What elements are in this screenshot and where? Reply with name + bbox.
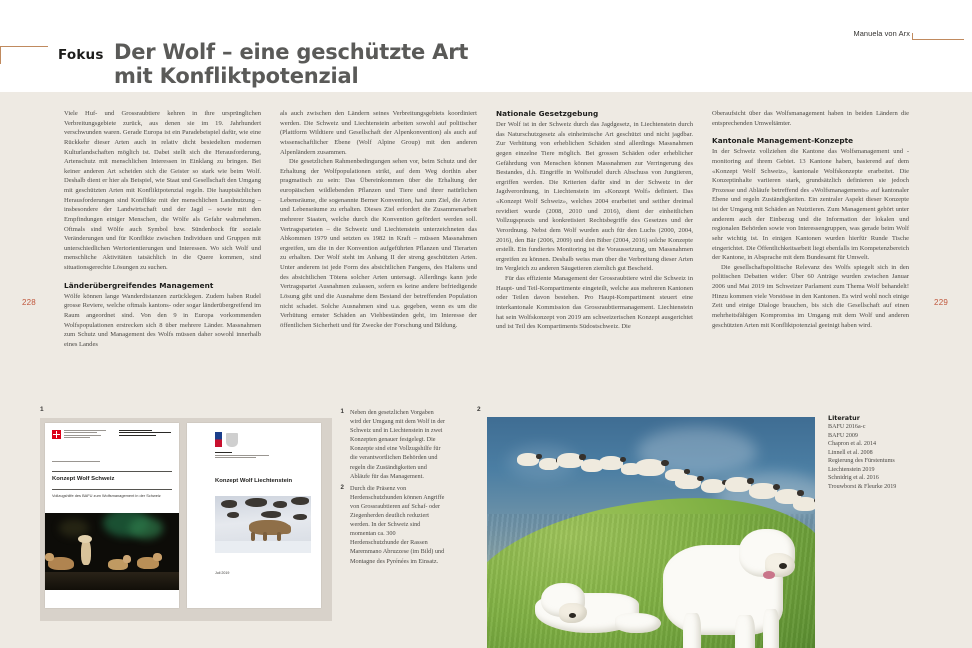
guard-dogs-with-sheep-photo (487, 417, 815, 648)
paragraph: Die gesellschaftspolitische Relevanz des Wolfs spiegelt sich in den politischen Debatten wider: Über 60 Anträge wurden zwischen Januar 2006 und Mai 2019 im Schweizer Parlament zum Thema Wolf behandelt! Hinzu kommen viele Vorstösse in den Kantonen. Es wird wohl noch einige Zeit und einige Dialoge brauchen, bis sich die Gesellschaft auf einen mehrheitsfähigen Kompromiss im Umgang mit dem Wolf und anderen geschützten Arten mit Konfliktpotenzial geeinigt haben wird. (712, 263, 909, 329)
paragraph: als auch zwischen den Ländern seines Verbreitungsgebiets koordiniert werden. Die Schweiz und Liechtenstein arbeiten sowohl auf politischer (Plattform Wildtiere und Gesellschaft der Alpenkonvention) als auch auf wissenschaftlicher Ebene (Wolf Alpine Group) mit den anderen Alpenländern zusammen. (280, 110, 477, 156)
page-number-right: 229 (934, 298, 948, 307)
night-wolves-photo (45, 513, 179, 590)
paragraph: Für das effiziente Management der Grossraubtiere wird die Schweiz in Haupt- und Teil-Kompartimente eingeteilt, welche aus mehreren Kantonen oder Teilen davon bestehen. Pro Haupt-Kompartiment steuert eine interkantonale Kommission das Grossraubtiermanagement. Liechtenstein hat sein Wolfskonzept von 2019 am schweizerischen Konzept ausgerichtet und ist Teil des Kompartiments Südostschweiz. Die (496, 275, 693, 331)
author-name: Manuela von Arx (853, 29, 910, 38)
figure-1-concept-covers (40, 408, 332, 634)
author-rule (912, 39, 964, 40)
figure-2-guard-dogs (455, 408, 815, 648)
note-text-line (52, 461, 100, 463)
crest-icon (226, 433, 238, 447)
literature-entry: Trouwborst & Fleurke 2019 (828, 483, 897, 490)
figure-caption-block (338, 408, 446, 569)
cover-title-li: Konzept Wolf Liechtenstein (215, 478, 293, 484)
cover-subtitle-ch: Vollzugshilfe des BAFU zum Wolfsmanagement in der Schweiz (52, 493, 161, 498)
covers-container (40, 418, 332, 621)
dept-text-lines (64, 430, 106, 440)
paragraph: Der Wolf ist in der Schweiz durch das Jagdgesetz, in Liechtenstein durch das Naturschutzgesetz als einheimische Art geschützt und nicht jagdbar. Zur Verhütung von erheblichen Schäden sind allerdings Massnahmen gegen einzelne Tiere möglich. Bei grossen Schäden oder erheblicher Gefährdung von Menschen können Massnahmen zur Verringerung des Bestandes, d.h. Eingriffe in Wolfsrudel durch Abschuss von Jungtieren, ergriffen werden. Die Kriterien dafür sind in der Schweiz in der Jagdverordnung, in Liechtenstein im «Konzept Wolf» definiert. Das «Konzept Wolf Schweiz», welches 2004 erarbeitet und seither dreimal revidiert wurde (2008, 2010 und 2016), dient der einheitlichen Vollzugspraxis und konkretisiert Rechtsbegriffe des Gesetzes und der Verordnung. Nebst dem Wolf wurden auch für den Luchs (2000, 2004, 2016), den Bär (2006, 2009) und den Biber (2004, 2016) solche Konzepte erstellt. Ein fundiertes Monitoring ist die Voraussetzung, um Massnahmen ergreifen zu können. Deshalb weiss man über die Verbreitung dieser Arten im Vergleich zu anderen Säugetieren ziemlich gut Bescheid. (496, 121, 693, 273)
page-body (0, 92, 972, 648)
literature-entry: Liechtenstein 2019 (828, 466, 875, 473)
paragraph: In der Schweiz vollziehen die Kantone das Wolfsmanagement und -monitoring auf ihrem Gebiet. 13 Kantone haben, basierend auf dem «Konzept Wolf Schweiz», kantonale Wolfskonzepte erarbeitet. Die Konzeptinhalte variieren stark, grundsätzlich definieren sie jedoch Prozesse und Abläufe betreffend des «Wolfsmanagements» auf kantonaler Ebene und regeln Zuständigkeiten. Ein zentraler Aspekt dieser Konzepte ist der Umgang mit Schäden an Nutztieren. Zum Management gehört unter anderem auch der Einbezug und die Information der lokalen und regionalen Behörden sowie von Interessengruppen, was gerade beim Wolf sehr wichtig ist. In einigen Kantonen wurden hierfür Runde Tische eingerichtet. Die Öffentlichkeitsarbeit liegt ebenfalls im Kompetenzbereich der Kantone, in Absprache mit dem Bundesamt für Umwelt. (712, 148, 909, 262)
text-column-1 (64, 109, 261, 409)
page-number-left: 228 (22, 298, 36, 307)
page-title (114, 40, 634, 88)
page-header (0, 0, 972, 92)
literature-heading: Literatur (828, 414, 860, 422)
wolf-in-snow-photo (215, 496, 311, 553)
liechtenstein-flag-icon (215, 432, 222, 447)
caption-number: 1 (340, 408, 344, 416)
cover-rule-bottom (52, 489, 172, 490)
page-title-line-1: Der Wolf – eine geschützte Art (114, 40, 469, 64)
literature-entry: Schnidrig et al. 2016 (828, 475, 879, 481)
figure-1-number: 1 (40, 406, 44, 413)
swiss-cross-icon (52, 430, 61, 439)
cover-title-ch: Konzept Wolf Schweiz (52, 476, 115, 482)
caption-item (338, 484, 446, 566)
literature-entry: BAFU 2009 (828, 432, 858, 439)
literature-entry: Linnell et al. 2008 (828, 449, 873, 456)
corner-bracket-decoration (0, 46, 48, 64)
subheading-nationale-gesetzgebung: Nationale Gesetzgebung (496, 109, 599, 118)
swiss-confederation-logo (52, 430, 108, 444)
caption-item (338, 408, 446, 481)
cover-konzept-wolf-liechtenstein (187, 423, 321, 608)
text-columns (64, 109, 916, 409)
text-column-3 (496, 109, 693, 409)
paragraph: Viele Huf- und Grossraubtiere kehren in ihre ursprünglichen Verbreitungsgebiete zurück, aus denen sie im 19. Jahrhundert verschwunden waren. Gerade Europa ist ein Paradebeispiel dafür, wie eine Rückkehr dieser Arten auch in relativ dicht besiedelten modernen Kulturlandschaften möglich ist. Dabei stellt sich die Herausforderung, Artenschutz mit menschlichen Interessen in Einklang zu bringen. Bei keiner anderen Art scheiden sich die Geister so stark wie beim Wolf. Deshalb dient er hier als Beispiel, wie Staat und Gesellschaft den Umgang mit geschützten Arten mit Konfliktpotenzial regeln. Die hauptsächlichen Herausforderungen sind Konflikte mit der menschlichen Landnutzung – insbesondere der Landwirtschaft und der Jagd – sowie mit den Empfindungen einiger Menschen, die Wölfe als Gefahr wahrnehmen. Oftmals sind Wölfe auch Symbol bzw. Sündenbock für soziale Veränderungen und für Konflikte zwischen Individuen und Gruppen mit unterschiedlichen Wertorientierungen und Interessen. Wo sich Wolf und menschliche Aktivitäten tatsächlich in die Quere kommen, sind situationsgerechte Lösungen zu suchen. (64, 110, 261, 271)
cover-konzept-wolf-schweiz (45, 423, 179, 608)
org-text-lines (215, 452, 269, 460)
text-column-2 (280, 109, 477, 409)
caption-number: 2 (340, 484, 344, 492)
literature-list (828, 423, 940, 491)
paragraph: Wölfe können lange Wanderdistanzen zurücklegen. Zudem haben Rudel grosse Reviere, welche oftmals kantons- oder sogar länderübergreifend im Raum angeordnet sind. Von den 9 in Europa vorkommenden Wolfspopulationen erstrecken sich 8 über mehrere Länder. Massnahmen zum Schutz und Management des Wolfs müssen daher sowohl innerhalb eines Landes (64, 292, 261, 348)
subheading-kantonale-management-konzepte: Kantonale Management-Konzepte (712, 136, 854, 146)
cover-rule-top (52, 471, 172, 472)
literature-entry: BAFU 2016a-c (828, 424, 866, 430)
figure-2-number: 2 (477, 406, 481, 413)
liechtenstein-coat-of-arms (215, 432, 245, 448)
paragraph: Die gesetzlichen Rahmenbedingungen sehen vor, beim Schutz und der Erhaltung der Wolfpopulationen strikt, auf dem Weg dorthin aber pragmatisch zu sein: Das Übereinkommen über die Erhaltung der europäischen wildlebenden Pflanzen und Tiere und ihrer natürlichen Lebensräume, die sogenannte Berner Konvention, hat zum Ziel, die Arten und Lebensräume zu erhalten. Dieses Ziel erfordert die Zusammenarbeit mehrerer Staaten, welche durch die Konvention gefördert werden soll. Vertragsparteien – die Schweiz und Liechtenstein unterzeichneten das Abkommen 1979 und setzten es 1982 in Kraft – müssen Massnahmen ergreifen, um die in der Konvention aufgeführten Pflanzen und Tierarten zu erhalten. Der Wolf steht im Anhang II der streng geschützten Arten. Unter anderem ist jede Form des absichtlichen Fangens, des Haltens und des absichtlichen Tötens solcher Arten untersagt. Allerdings kann jede Vertragspartei Ausnahmen zulassen, sofern es keine andere befriedigende Lösung gibt und die Ausnahme dem Bestand der betreffenden Population nicht schadet. Solche Ausnahmen sind u.a. gegeben, wenn es um die Verhütung ernster Schäden an Viehbeständen geht, im Interesse der öffentlichen Sicherheit und für Zwecke der Forschung und Bildung. (280, 158, 477, 329)
text-column-4 (712, 109, 909, 409)
caption-text: Neben den gesetzlichen Vorgaben wird der Umgang mit dem Wolf in der Schweiz und in Liechtenstein in zwei Konzepten genauer festgelegt. Die Konzepte sind eine Vollzugshilfe für die verantwortlichen Behörden und regeln die Zuständigkeiten und Abläufe für das Management. (350, 409, 446, 480)
literature-entry: Regierung des Fürstentums (828, 458, 895, 464)
caption-text: Durch die Präsenz von Herdenschutzhunden können Angriffe von Grossraubtieren auf Schaf- oder Ziegenherden deutlich reduziert werden. In der Schweiz sind momentan ca. 300 Herdenschutzhunde der Rassen Maremmano Abruzzese (im Bild) und Montagne des Pyrénées im Einsatz. (350, 484, 445, 565)
section-kicker: Fokus (58, 47, 104, 63)
page-title-line-2: mit Konfliktpotenzial (114, 64, 359, 88)
cover-date-li: Juli 2019 (215, 571, 230, 575)
paragraph: Oberaufsicht über das Wolfsmanagement haben in beiden Ländern die entsprechenden Umweltämter. (712, 110, 909, 127)
subheading-laenderuebergreifendes-management: Länderübergreifendes Management (64, 280, 214, 290)
literature-entry: Chapron et al. 2014 (828, 441, 877, 447)
meta-text-lines (119, 430, 171, 437)
literature-box (828, 414, 940, 491)
